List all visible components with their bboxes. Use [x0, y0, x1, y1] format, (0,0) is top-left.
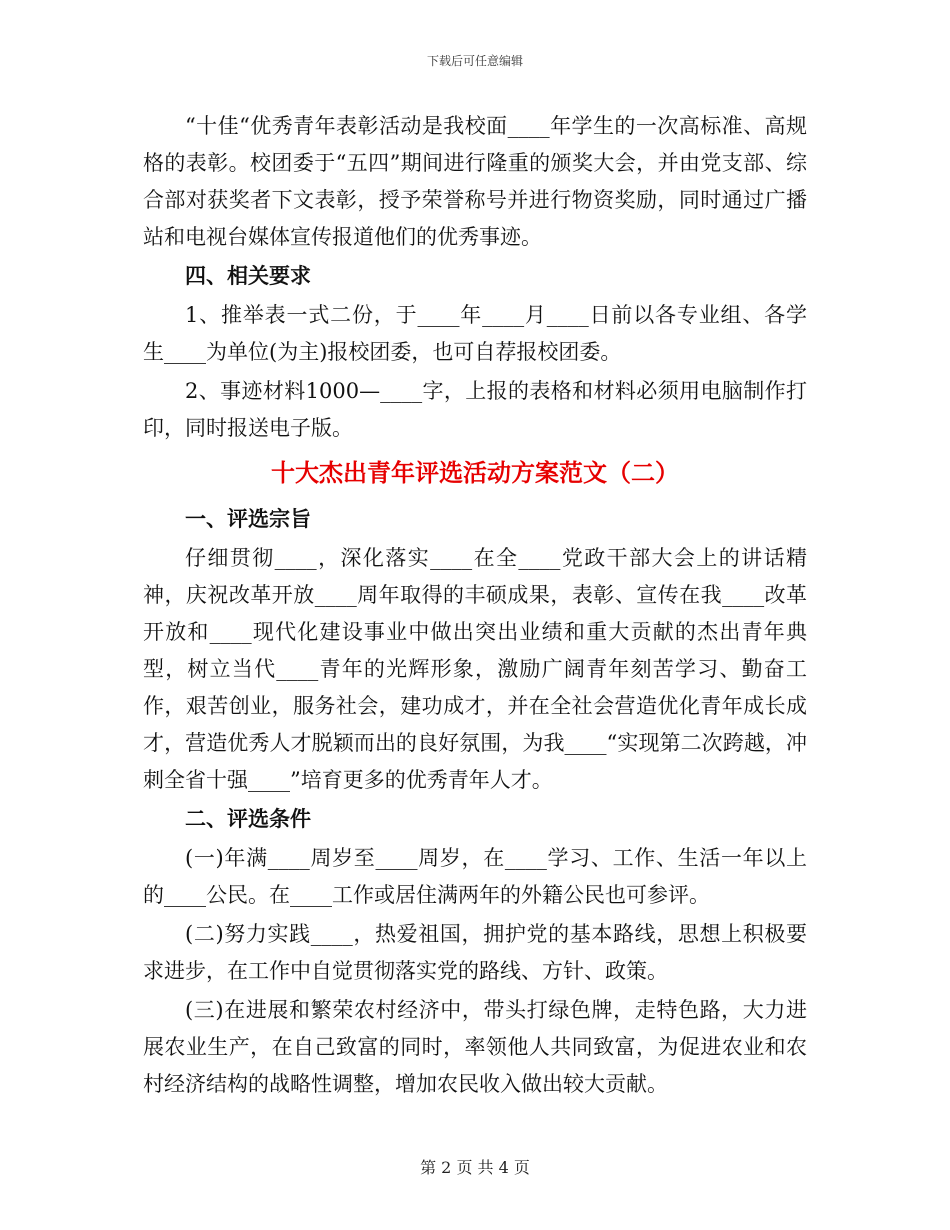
paragraph-condition-3: (三)在进展和繁荣农村经济中，带头打绿色牌，走特色路，大力进展农业生产，在自己致富的同时，率领他人共同致富，为促进农业和农村经济结构的战略性调整，增加农民收入做出较大贡献。: [143, 998, 807, 1096]
heading-purpose: 一、评选宗旨: [185, 507, 311, 531]
paragraph-award-description: “十佳“优秀青年表彰活动是我校面____年学生的一次高标准、高规格的表彰。校团委于“五四”期间进行隆重的颁奖大会，并由党支部、综合部对获奖者下文表彰，授予荣誉称号并进行物资奖励，同时通过广播站和电视台媒体宣传报道他们的优秀事迹。: [143, 114, 807, 249]
paragraph-requirement-2: 2、事迹材料1000—____字，上报的表格和材料必须用电脑制作打印，同时报送电子版。: [143, 379, 807, 440]
paragraph-requirement-1: 1、推举表一式二份，于____年____月____日前以各专业组、各学生____为单位(为主)报校团委，也可自荐报校团委。: [143, 303, 807, 364]
document-body: [143, 108, 807, 1103]
paragraph-condition-2: (二)努力实践____，热爱祖国，拥护党的基本路线，思想上积极要求进步，在工作中自觉贯彻落实党的路线、方针、政策。: [143, 922, 807, 983]
page-header: 下载后可任意编辑: [426, 54, 523, 68]
heading-conditions: 二、评选条件: [185, 807, 311, 831]
section-title: 十大杰出青年评选活动方案范文（二）: [271, 459, 679, 487]
heading-requirements: 四、相关要求: [185, 264, 311, 288]
paragraph-condition-1: (一)年满____周岁至____周岁，在____学习、工作、生活一年以上的____公民。在____工作或居住满两年的外籍公民也可参评。: [143, 846, 807, 907]
paragraph-purpose: 仔细贯彻____，深化落实____在全____党政干部大会上的讲话精神，庆祝改革开放____周年取得的丰硕成果，表彰、宣传在我____改革开放和____现代化建设事业中做出突出业绩和重大贡献的杰出青年典型，树立当代____青年的光辉形象，激励广阔青年刻苦学习、勤奋工作，艰苦创业，服务社会，建功成才，并在全社会营造优化青年成长成才，营造优秀人才脱颖而出的良好氛围，为我____“实现第二次跨越，冲刺全省十强____”培育更多的优秀青年人才。: [143, 546, 807, 792]
page-number: 第 2 页 共 4 页: [420, 1158, 530, 1177]
